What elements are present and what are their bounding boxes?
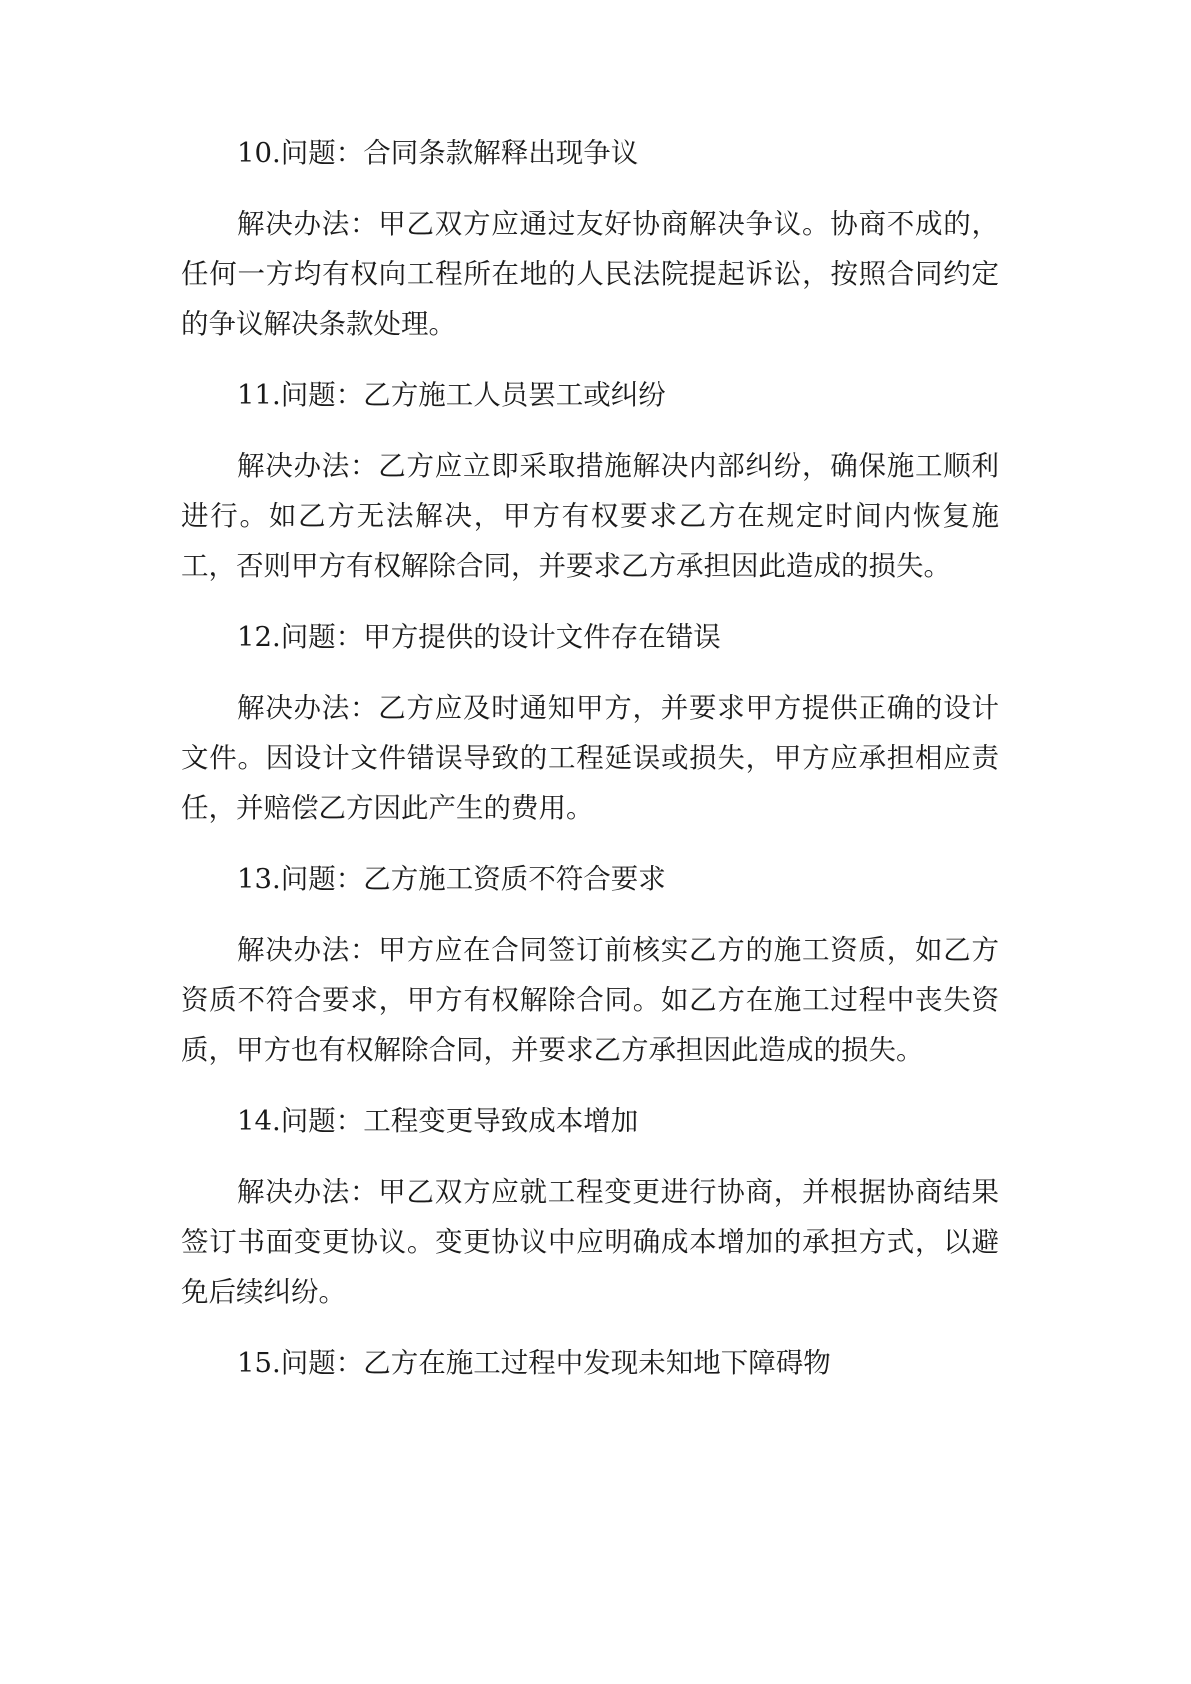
solution-paragraph: 解决办法：乙方应及时通知甲方，并要求甲方提供正确的设计文件。因设计文件错误导致的工程延误或损失，甲方应承担相应责任，并赔偿乙方因此产生的费用。: [181, 692, 999, 824]
question-heading: 12.问题：甲方提供的设计文件存在错误: [237, 621, 721, 653]
solution-paragraph: 解决办法：甲乙双方应通过友好协商解决争议。协商不成的，任何一方均有权向工程所在地的人民法院提起诉讼，按照合同约定的争议解决条款处理。: [181, 208, 999, 340]
document-body: [181, 128, 999, 1409]
question-heading: 15.问题：乙方在施工过程中发现未知地下障碍物: [237, 1347, 831, 1379]
question-heading: 11.问题：乙方施工人员罢工或纠纷: [237, 379, 666, 411]
question-heading: 13.问题：乙方施工资质不符合要求: [237, 863, 666, 895]
solution-paragraph: 解决办法：甲乙双方应就工程变更进行协商，并根据协商结果签订书面变更协议。变更协议中应明确成本增加的承担方式，以避免后续纠纷。: [181, 1176, 999, 1308]
solution-paragraph: 解决办法：乙方应立即采取措施解决内部纠纷，确保施工顺利进行。如乙方无法解决，甲方有权要求乙方在规定时间内恢复施工，否则甲方有权解除合同，并要求乙方承担因此造成的损失。: [181, 450, 999, 582]
question-heading: 10.问题：合同条款解释出现争议: [237, 137, 639, 169]
question-heading: 14.问题：工程变更导致成本增加: [237, 1105, 639, 1137]
solution-paragraph: 解决办法：甲方应在合同签订前核实乙方的施工资质，如乙方资质不符合要求，甲方有权解除合同。如乙方在施工过程中丧失资质，甲方也有权解除合同，并要求乙方承担因此造成的损失。: [181, 934, 999, 1066]
